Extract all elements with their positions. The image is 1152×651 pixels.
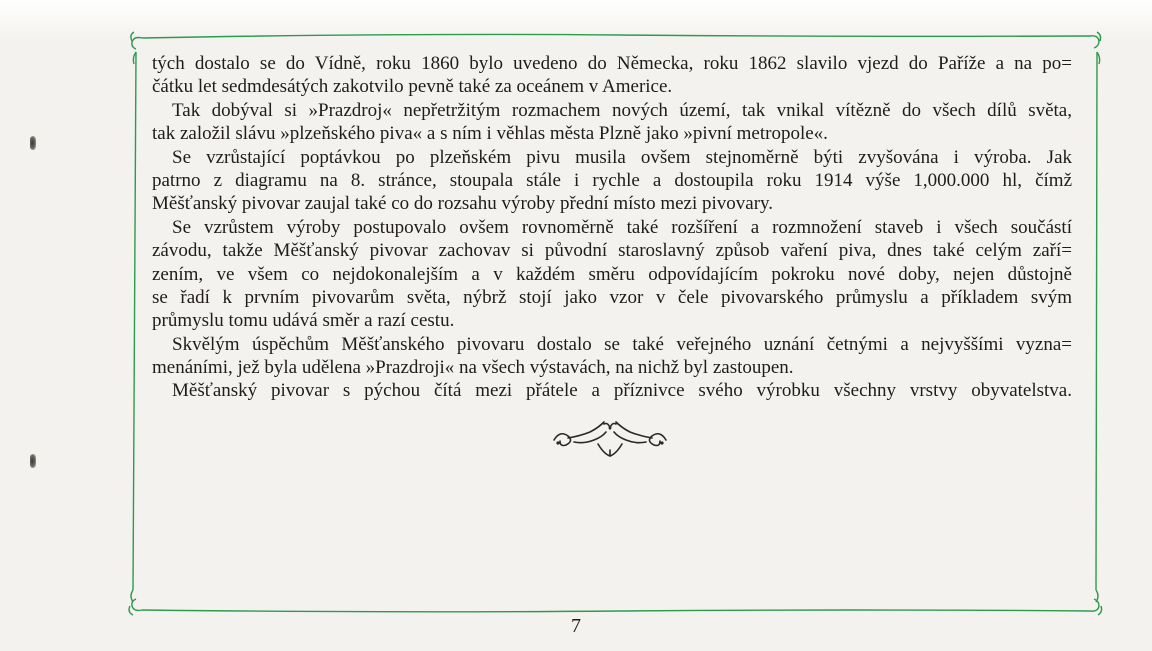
frame-right-line: [1096, 52, 1097, 590]
binding-hole-upper: [30, 136, 36, 150]
text-line: čátku let sedmdesátých zakotvilo pevně také za oceánem v Americe.: [152, 76, 673, 98]
text-line: zením, ve všem co nejdokonalejším a v každém směru odpovídajícím pokroku nové doby, nejen důstojně: [152, 263, 1072, 285]
frame-bottom-line: [142, 610, 1090, 612]
text-line: závodu, takže Měšťanský pivovar zachovav si původní staroslavný způsob vaření piva, dnes také celým zaří=: [152, 240, 1072, 262]
text-line: Tak dobýval si »Prazdroj« nepřetržitým rozmachem nových území, tak vnikal vítězně do všech dílů světa,: [172, 99, 1072, 121]
page-number: 7: [571, 615, 581, 637]
text-line: průmyslu tomu udává směr a razí cestu.: [152, 310, 455, 332]
binding-hole-lower: [30, 454, 36, 468]
text-line: Měšťanský pivovar s pýchou čítá mezi přátele a příznivce svého výrobku všechny vrstvy obyvatelstva.: [172, 380, 1072, 402]
frame-top-line: [142, 34, 1090, 38]
text-line: tak založil slávu »plzeňského piva« a s ním i věhlas města Plzně jako »pivní metropole«.: [152, 123, 828, 145]
text-line: Skvělým úspěchům Měšťanského pivovaru dostalo se také veřejného uznání četnými a nejvyššími vyzna=: [172, 333, 1072, 355]
text-line: tých dostalo se do Vídně, roku 1860 bylo uvedeno do Německa, roku 1862 slavilo vjezd do Paříže a na po=: [152, 53, 1072, 74]
ornament-flourish-icon: [548, 420, 672, 460]
body-text: [152, 52, 1072, 403]
frame-left-line: [133, 52, 136, 590]
text-line: patrno z diagramu na 8. stránce, stoupala stále i rychle a dostoupila roku 1914 výše 1,000.000 hl, čímž: [152, 169, 1072, 191]
text-line: se řadí k prvním pivovarům světa, nýbrž stojí jako vzor v čele pivovarského průmyslu a příkladem svým: [152, 286, 1072, 308]
text-line: Se vzrůstající poptávkou po plzeňském pivu musila ovšem stejnoměrně býti zvyšována i výroba. Jak: [172, 146, 1072, 168]
text-line: menáními, jež byla udělena »Prazdroji« na všech výstavách, na nichž byl zastoupen.: [152, 357, 794, 379]
text-line: Se vzrůstem výroby postupovalo ovšem rovnoměrně také rozšíření a rozmnožení staveb i všech součástí: [172, 216, 1072, 238]
text-line: Měšťanský pivovar zaujal také co do rozsahu výroby přední místo mezi pivovary.: [152, 193, 774, 215]
